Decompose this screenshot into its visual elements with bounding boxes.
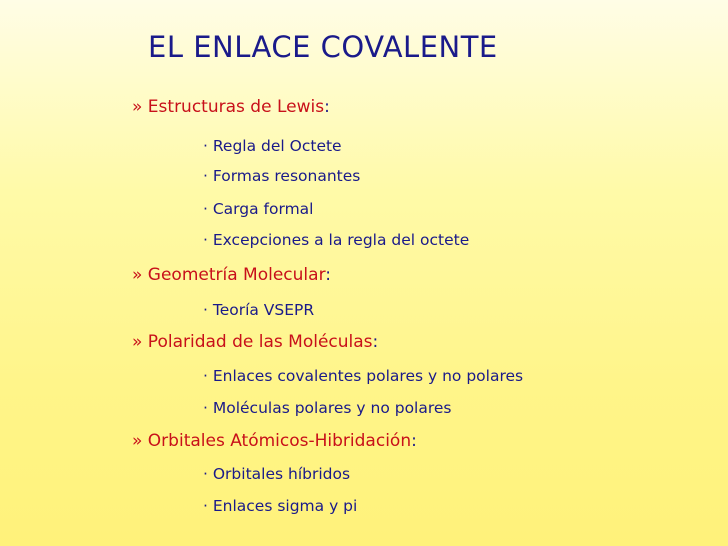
list-item: · Moléculas polares y no polares [203,399,452,417]
section-colon: : [324,97,330,117]
section-colon: : [411,431,417,451]
list-item: · Formas resonantes [203,167,361,185]
section-heading-orbitales [132,431,417,451]
section-colon: : [372,332,379,352]
section-heading-polaridad [132,332,378,352]
section-heading-geometria [132,265,331,285]
section-label: » Estructuras de Lewis [132,97,325,117]
section-colon: : [325,265,331,285]
list-item: · Teoría VSEPR [203,301,315,319]
section-label: » Orbitales Atómicos-Hibridación [132,431,412,451]
list-item: · Carga formal [203,200,314,218]
list-item: · Regla del Octete [203,137,342,155]
slide-title: EL ENLACE COVALENTE [148,30,498,64]
section-label: » Geometría Molecular [132,265,326,285]
list-item: · Enlaces covalentes polares y no polares [203,367,524,385]
section-heading-lewis [132,97,330,117]
section-label: » Polaridad de las Moléculas [132,332,373,352]
list-item: · Orbitales híbridos [203,465,351,483]
list-item: · Excepciones a la regla del octete [203,231,470,249]
list-item: · Enlaces sigma y pi [203,497,358,515]
